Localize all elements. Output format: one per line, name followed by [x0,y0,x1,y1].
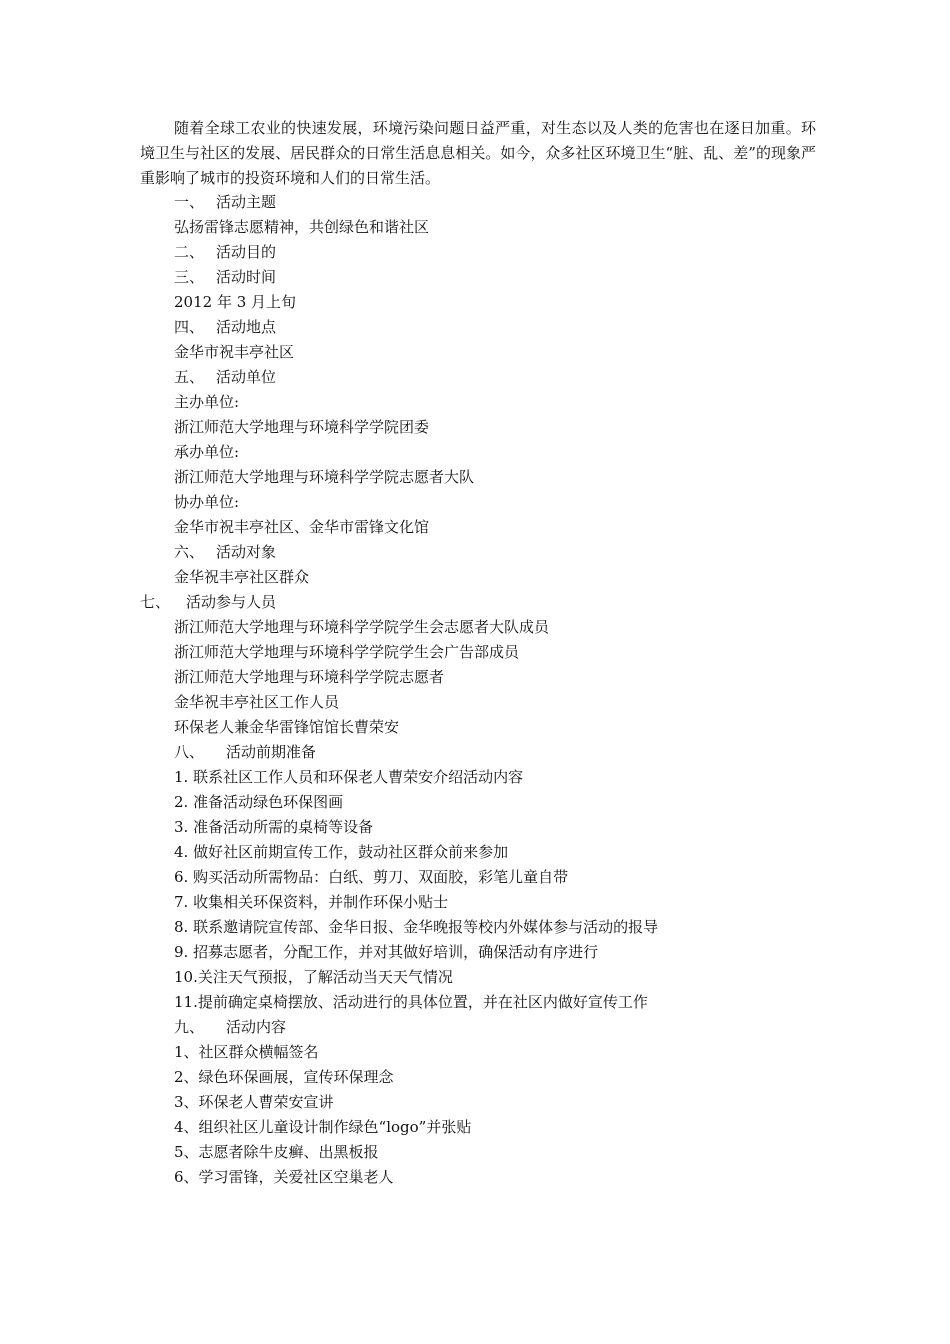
section-heading-participants [0,590,950,615]
section-heading-theme [0,190,950,215]
section-body-audience: 金华祝丰亭社区群众 [174,568,310,586]
section-heading-purpose [0,240,950,265]
section-number: 五、 [174,368,205,386]
section-number: 九、 [174,1018,205,1036]
section-title: 活动参与人员 [186,593,277,611]
intro-paragraph: 随着全球工农业的快速发展，环境污染问题日益严重，对生态以及人类的危害也在逐日加重。环境卫生与社区的发展、居民群众的日常生活息息相关。如今，众多社区环境卫生“脏、乱、差”的现象严重影响了城市的投资环境和人们的日常生活。 [140,119,816,187]
list-item: 4. 做好社区前期宣传工作，鼓动社区群众前来参加 [174,843,509,861]
plan-sections [0,190,950,1190]
section-number: 三、 [174,268,205,286]
section-number: 二、 [174,243,205,261]
list-item: 浙江师范大学地理与环境科学学院学生会志愿者大队成员 [174,618,550,636]
section-title: 活动前期准备 [226,743,317,761]
section-number: 四、 [174,318,205,336]
section-title: 活动内容 [226,1018,287,1036]
list-item: 3、环保老人曹荣安宣讲 [174,1093,334,1111]
section-title: 活动目的 [216,243,277,261]
section-heading-units [0,365,950,390]
section-number: 八、 [174,743,205,761]
section-title: 活动对象 [216,543,277,561]
list-item: 11.提前确定桌椅摆放、活动进行的具体位置，并在社区内做好宣传工作 [174,993,648,1011]
section-number: 一、 [174,193,205,211]
section-heading-location [0,315,950,340]
section-title: 活动单位 [216,368,277,386]
section-number: 六、 [174,543,205,561]
list-item: 2、绿色环保画展，宣传环保理念 [174,1068,394,1086]
section-heading-preparation [0,740,950,765]
section-heading-content [0,1015,950,1040]
list-item: 6. 购买活动所需物品：白纸、剪刀、双面胶，彩笔儿童自带 [174,868,569,886]
list-item: 4、组织社区儿童设计制作绿色“logo”并张贴 [174,1118,472,1136]
list-item: 1、社区群众横幅签名 [174,1043,319,1061]
list-item: 7. 收集相关环保资料，并制作环保小贴士 [174,893,449,911]
list-item: 金华祝丰亭社区工作人员 [174,693,340,711]
list-item: 环保老人兼金华雷锋馆馆长曹荣安 [174,718,400,736]
list-item: 2. 准备活动绿色环保图画 [174,793,344,811]
list-item: 10.关注天气预报，了解活动当天天气情况 [174,968,453,986]
section-title: 活动时间 [216,268,277,286]
section-heading-time [0,265,950,290]
section-title: 活动主题 [216,193,277,211]
section-body-theme: 弘扬雷锋志愿精神，共创绿色和谐社区 [174,218,430,236]
host-unit: 浙江师范大学地理与环境科学学院团委 [174,418,430,436]
list-item: 8. 联系邀请院宣传部、金华日报、金华晚报等校内外媒体参与活动的报导 [174,918,659,936]
list-item: 浙江师范大学地理与环境科学学院志愿者 [174,668,445,686]
section-heading-audience [0,540,950,565]
section-number: 七、 [140,593,171,611]
list-item: 9. 招募志愿者，分配工作，并对其做好培训，确保活动有序进行 [174,943,599,961]
co-unit-label: 协办单位: [174,493,240,511]
list-item: 6、学习雷锋，关爱社区空巢老人 [174,1168,394,1186]
list-item: 浙江师范大学地理与环境科学学院学生会广告部成员 [174,643,520,661]
section-body-location: 金华市祝丰亭社区 [174,343,295,361]
organizer-unit: 浙江师范大学地理与环境科学学院志愿者大队 [174,468,475,486]
section-body-time: 2012 年 3 月上旬 [174,293,297,311]
organizer-unit-label: 承办单位: [174,443,240,461]
list-item: 1. 联系社区工作人员和环保老人曹荣安介绍活动内容 [174,768,524,786]
list-item: 3. 准备活动所需的桌椅等设备 [174,818,374,836]
section-title: 活动地点 [216,318,277,336]
co-unit: 金华市祝丰亭社区、金华市雷锋文化馆 [174,518,430,536]
host-unit-label: 主办单位: [174,393,240,411]
list-item: 5、志愿者除牛皮癣、出黑板报 [174,1143,379,1161]
